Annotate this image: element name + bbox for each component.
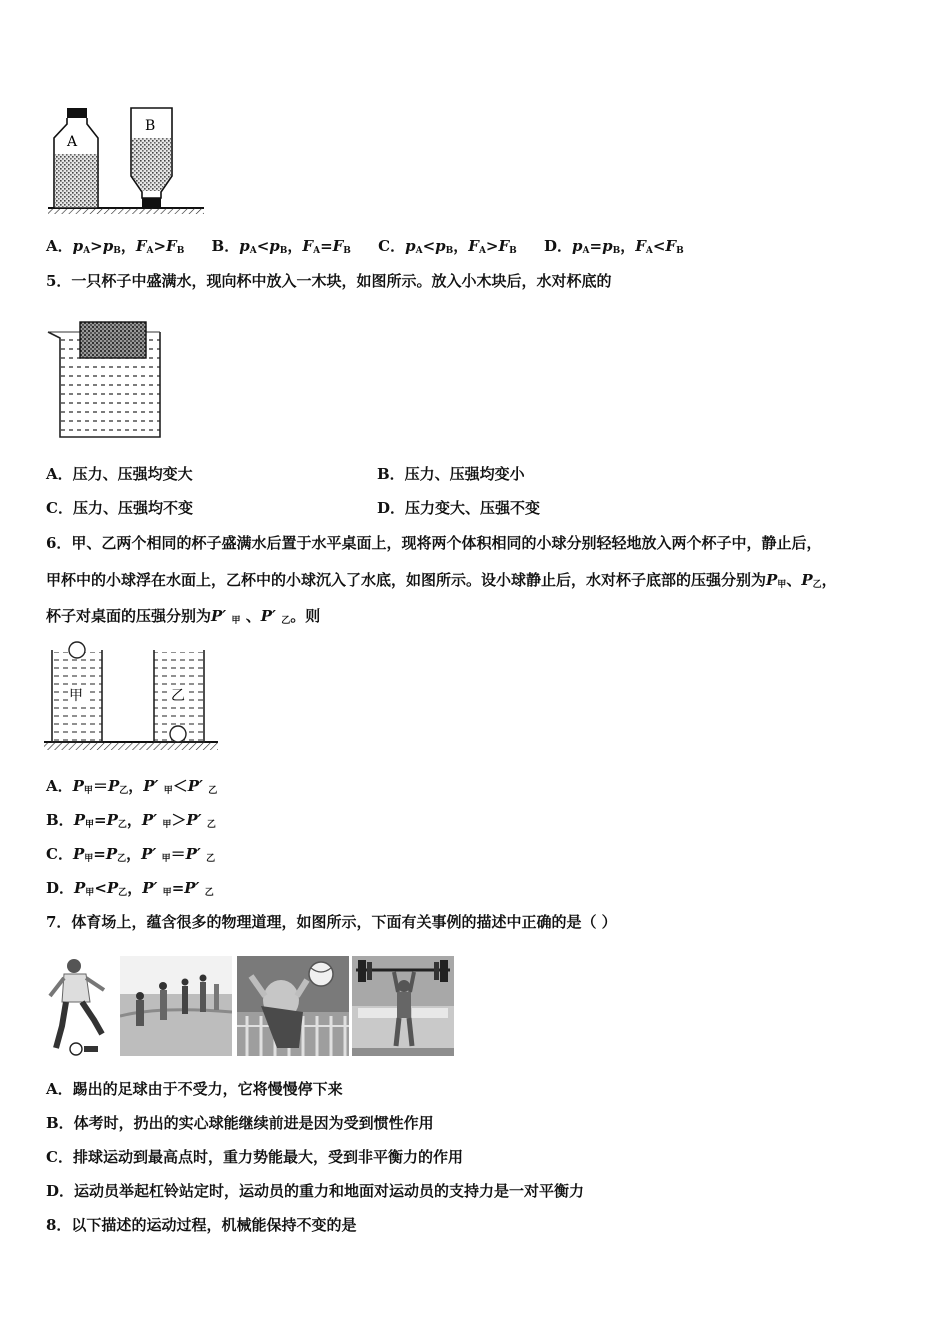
q5-option-a[interactable]: A．压力、压强均变大 (46, 465, 193, 483)
q4-option-c[interactable]: C．$p_A<p_B$，$F_A>F_B$ (378, 237, 517, 256)
q7-option-d[interactable]: D．运动员举起杠铃站定时，运动员的重力和地面对运动员的支持力是一对平衡力 (46, 1182, 585, 1200)
q5-stem: 5．一只杯子中盛满水，现向杯中放入一木块，如图所示。放入小木块后，水对杯底的 (46, 272, 612, 290)
q4-option-a[interactable]: A．$p_A>p_B$，$F_A>F_B$ (46, 237, 185, 256)
cup-jia-label: 甲 (69, 688, 83, 704)
q6-stem-line3: 杯子对桌面的压强分别为P′ $_甲$ 、P′ $_乙$。则 (46, 607, 321, 626)
q7-option-b[interactable]: B．体考时，扔出的实心球能继续前进是因为受到惯性作用 (46, 1114, 434, 1132)
q4-option-b[interactable]: B．$p_A<p_B$，$F_A=F_B$ (211, 237, 351, 256)
photo-weightlifter (352, 956, 454, 1056)
photo-volleyball (237, 956, 349, 1056)
bottles-figure (44, 104, 214, 216)
photo-soccer-kick (44, 956, 116, 1056)
q8-stem: 8．以下描述的运动过程，机械能保持不变的是 (46, 1216, 357, 1234)
q7-stem: 7．体育场上，蕴含很多的物理道理，如图所示，下面有关事例的描述中正确的是（ ） (46, 913, 617, 931)
q6-stem-line1: 6．甲、乙两个相同的杯子盛满水后置于水平桌面上，现将两个体积相同的小球分别轻轻地放入两个杯子中，静止后， (46, 534, 822, 552)
q6-option-c[interactable]: C．$P_甲=P_乙$，P′ $_甲$＝P′ $_乙$ (46, 845, 216, 864)
q7-option-c[interactable]: C．排球运动到最高点时，重力势能最大，受到非平衡力的作用 (46, 1148, 463, 1166)
cup-wood-figure (44, 318, 168, 442)
q6-stem-line2: 甲杯中的小球浮在水面上，乙杯中的小球沉入了水底，如图所示。设小球静止后，水对杯子底部的压强分别为$P_甲$、$P_乙$， (46, 571, 837, 590)
q7-option-a[interactable]: A．踢出的足球由于不受力，它将慢慢停下来 (46, 1080, 343, 1098)
bottle-a-label: A (67, 134, 78, 150)
q5-option-c[interactable]: C．压力、压强均不变 (46, 499, 193, 517)
q6-option-b[interactable]: B．$P_甲=P_乙$，P′ $_甲$＞P′ $_乙$ (46, 811, 216, 830)
bottle-b-label: B (145, 118, 156, 134)
q5-option-b[interactable]: B．压力、压强均变小 (377, 465, 525, 483)
q6-option-d[interactable]: D．$P_甲<P_乙$，P′ $_甲$=P′ $_乙$ (46, 879, 214, 898)
cup-yi-label: 乙 (171, 688, 185, 704)
photo-shot-put-field (120, 956, 232, 1056)
q6-option-a[interactable]: A．$P_甲=P_乙$，P′ $_甲$＜P′ $_乙$ (46, 777, 218, 796)
two-cups-figure (44, 640, 220, 756)
q4-option-d[interactable]: D．$p_A=p_B$，$F_A<F_B$ (544, 237, 684, 256)
q5-option-d[interactable]: D．压力变大、压强不变 (377, 499, 541, 517)
q4-options (46, 236, 684, 261)
